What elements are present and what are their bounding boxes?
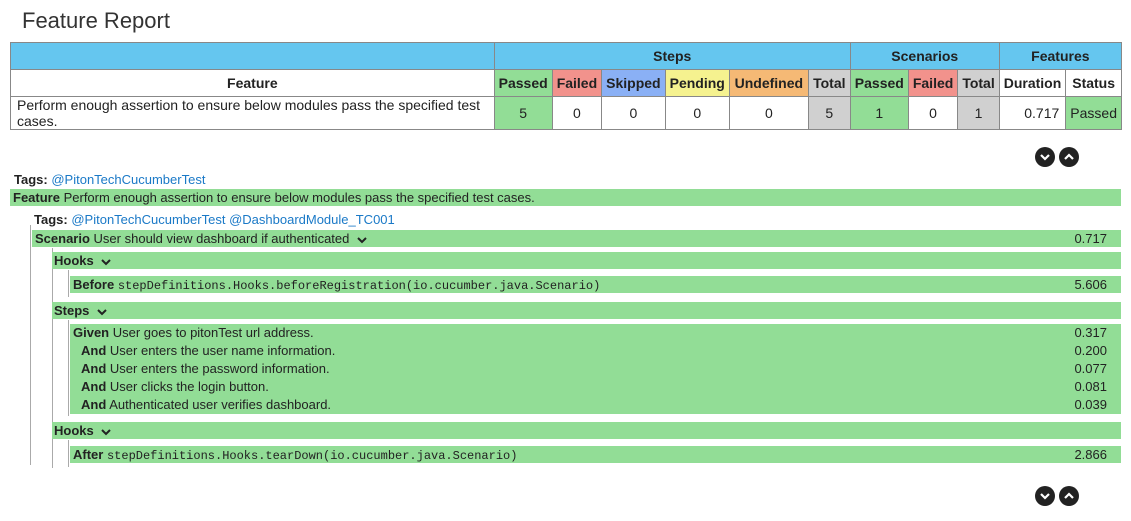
tag-link[interactable]: @PitonTechCucumberTest — [51, 172, 206, 187]
col-steps-pending[interactable]: Pending — [665, 70, 729, 97]
step-text: User enters the user name information. — [109, 343, 336, 358]
indent-guide — [68, 320, 69, 416]
list-item — [70, 396, 1121, 413]
table-group-scenarios: Scenarios — [850, 43, 999, 70]
after-keyword: After — [73, 447, 104, 462]
step-text: Authenticated user verifies dashboard. — [109, 397, 332, 412]
hooks-before-header[interactable] — [52, 252, 1121, 269]
step-duration: 0.039 — [1074, 397, 1107, 412]
feature-tags-label: Tags: — [14, 172, 48, 187]
feature-link[interactable]: Perform enough assertion to ensure below modules pass the specified test cases. — [11, 97, 495, 130]
table-group-features: Features — [999, 43, 1121, 70]
list-item — [70, 360, 1121, 377]
hooks-label: Hooks — [54, 253, 94, 268]
list-item — [70, 378, 1121, 395]
hooks-label: Hooks — [54, 423, 94, 438]
step-keyword: And — [81, 361, 107, 376]
feature-name: Perform enough assertion to ensure below modules pass the specified test cases. — [63, 190, 535, 205]
before-hook-row — [70, 276, 1121, 293]
table-row — [11, 97, 1122, 130]
step-duration: 0.317 — [1074, 325, 1107, 340]
step-text: User clicks the login button. — [109, 379, 269, 394]
scenario-name: User should view dashboard if authenticated — [93, 231, 350, 246]
table-header-blank — [11, 43, 495, 70]
before-hook-text: stepDefinitions.Hooks.beforeRegistration(io.cucumber.java.Scenario) — [117, 279, 601, 293]
step-duration: 0.200 — [1074, 343, 1107, 358]
cell-steps-total: 5 — [808, 97, 850, 130]
scenario-header[interactable] — [32, 230, 1121, 247]
after-hook-row — [70, 446, 1121, 463]
step-keyword: And — [81, 379, 107, 394]
chevron-down-icon[interactable] — [101, 427, 111, 437]
after-hook-duration: 2.866 — [1074, 447, 1107, 462]
chevron-up-icon[interactable] — [1059, 486, 1079, 506]
scenario-tags — [34, 211, 395, 228]
tag-link[interactable]: @DashboardModule_TC001 — [229, 212, 395, 227]
table-group-steps: Steps — [494, 43, 850, 70]
chevron-down-icon[interactable] — [97, 307, 107, 317]
tag-link[interactable]: @PitonTechCucumberTest — [71, 212, 226, 227]
step-keyword: And — [81, 343, 107, 358]
col-scenarios-total[interactable]: Total — [958, 70, 999, 97]
cell-duration: 0.717 — [999, 97, 1066, 130]
steps-header[interactable] — [52, 302, 1121, 319]
before-hook-duration: 5.606 — [1074, 277, 1107, 292]
expand-collapse-controls-bottom — [1035, 486, 1079, 506]
col-steps-undefined[interactable]: Undefined — [729, 70, 808, 97]
step-text: User goes to pitonTest url address. — [112, 325, 314, 340]
indent-guide — [68, 270, 69, 297]
chevron-down-icon[interactable] — [1035, 486, 1055, 506]
list-item — [70, 324, 1121, 341]
steps-label: Steps — [54, 303, 90, 318]
after-hook-text: stepDefinitions.Hooks.tearDown(io.cucumber.java.Scenario) — [106, 449, 518, 463]
step-keyword: Given — [73, 325, 110, 340]
step-duration: 0.077 — [1074, 361, 1107, 376]
scenario-keyword: Scenario — [35, 231, 90, 246]
col-duration[interactable]: Duration — [999, 70, 1066, 97]
col-feature[interactable]: Feature — [11, 70, 495, 97]
chevron-up-icon[interactable] — [1059, 147, 1079, 167]
step-keyword: And — [81, 397, 107, 412]
col-scenarios-passed[interactable]: Passed — [850, 70, 908, 97]
cell-scenarios-total: 1 — [958, 97, 999, 130]
col-steps-skipped[interactable]: Skipped — [602, 70, 665, 97]
feature-stats-table — [10, 42, 1122, 130]
scenario-duration: 0.717 — [1074, 231, 1107, 246]
before-keyword: Before — [73, 277, 115, 292]
chevron-down-icon[interactable] — [1035, 147, 1055, 167]
status-badge: Passed — [1066, 97, 1122, 130]
col-status[interactable]: Status — [1066, 70, 1122, 97]
chevron-down-icon[interactable] — [357, 235, 367, 245]
step-duration: 0.081 — [1074, 379, 1107, 394]
step-text: User enters the password information. — [109, 361, 330, 376]
cell-steps-passed: 5 — [494, 97, 552, 130]
cell-steps-failed: 0 — [552, 97, 601, 130]
cell-scenarios-failed: 0 — [908, 97, 957, 130]
col-steps-passed[interactable]: Passed — [494, 70, 552, 97]
col-steps-failed[interactable]: Failed — [552, 70, 601, 97]
feature-tags — [14, 171, 205, 188]
cell-scenarios-passed: 1 — [850, 97, 908, 130]
steps-list — [70, 324, 1121, 414]
hooks-after-header[interactable] — [52, 422, 1121, 439]
indent-guide — [30, 225, 31, 465]
col-scenarios-failed[interactable]: Failed — [908, 70, 957, 97]
col-steps-total[interactable]: Total — [808, 70, 850, 97]
scenario-tags-label: Tags: — [34, 212, 68, 227]
cell-steps-undefined: 0 — [729, 97, 808, 130]
feature-header[interactable] — [10, 189, 1121, 206]
page-title: Feature Report — [22, 8, 170, 33]
expand-collapse-controls-top — [1035, 147, 1079, 167]
chevron-down-icon[interactable] — [101, 257, 111, 267]
feature-keyword: Feature — [13, 190, 60, 205]
list-item — [70, 342, 1121, 359]
cell-steps-skipped: 0 — [602, 97, 665, 130]
cell-steps-pending: 0 — [665, 97, 729, 130]
indent-guide — [68, 440, 69, 467]
